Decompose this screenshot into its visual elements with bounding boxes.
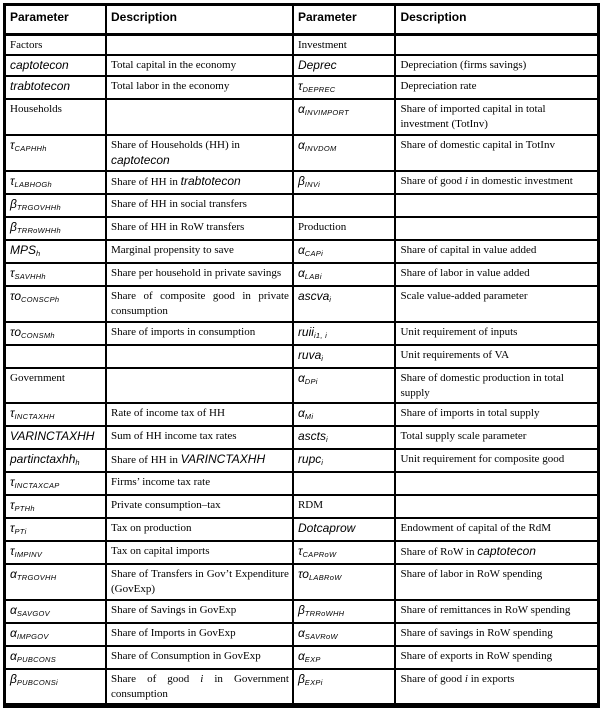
text-segment: Share of remittances in RoW spending [400,604,571,616]
desc-cell [106,76,293,99]
param-subscript: INCTAXHH [14,412,55,421]
table-row [5,518,599,541]
param-subscript: i1, i [313,331,328,340]
text-segment: Share of HH in RoW transfers [111,221,245,233]
desc-cell [395,35,598,56]
text-segment: Share of labor in value added [400,267,530,279]
table-row [5,564,599,600]
greek-symbol: τ [297,544,303,558]
table-row [5,171,599,194]
italic-text: i [464,673,468,685]
greek-symbol: α [297,371,305,385]
desc-cell [395,99,598,135]
greek-symbol: το [10,325,21,339]
param-subscript: EXPi [304,678,323,687]
param-cell [293,600,396,623]
greek-symbol: α [10,567,17,581]
desc-cell [395,286,598,322]
param-cell [293,171,396,194]
table-row [5,217,599,240]
param-cell [5,263,107,286]
desc-cell [106,345,293,368]
desc-cell [395,541,598,564]
text-segment: Investment [297,39,347,51]
text-segment: Share of imports in consumption [111,326,256,338]
param-cell [293,623,396,646]
param-cell [5,76,107,99]
param-cell [5,564,107,600]
desc-cell [395,171,598,194]
parameters-table [3,3,600,708]
param-subscript: INVIMPORT [304,108,350,117]
desc-cell [106,426,293,449]
table-row [5,194,599,217]
param-name: ascva [297,289,330,303]
greek-symbol: β [10,197,17,211]
text-segment: Share of Transfers in Gov’t Expenditure (GovExp) [111,568,289,595]
desc-cell [395,426,598,449]
param-cell [293,541,396,564]
param-cell [293,35,396,56]
desc-cell [106,171,293,194]
param-cell [5,495,107,518]
param-cell [293,368,396,403]
param-cell [293,194,396,217]
text-segment: in domestic investment [467,175,573,187]
table-row [5,669,599,706]
desc-cell [395,76,598,99]
param-name: ruii [297,325,314,339]
table-row [5,35,599,56]
text-segment: Tax on production [111,522,192,534]
param-cell [293,135,396,171]
text-segment: Share of capital in value added [400,244,537,256]
text-segment: Government [10,372,65,384]
table-row [5,55,599,76]
desc-cell [106,472,293,495]
param-name: MPS [10,243,37,257]
header-description-left: Description [106,5,293,35]
param-cell [5,171,107,194]
param-subscript: PUBCONSi [16,678,59,687]
text-segment: Share per household in private savings [111,267,282,279]
param-subscript: DPi [304,377,318,386]
greek-symbol: β [297,672,305,686]
text-segment: Rate of income tax of HH [111,407,225,419]
desc-cell [106,35,293,56]
param-name: rupc [297,452,322,466]
param-subscript: SAVRoW [304,632,338,641]
greek-symbol: α [297,626,305,640]
greek-symbol: τ [10,475,15,489]
desc-cell [106,449,293,472]
greek-symbol: β [297,174,305,188]
desc-cell [106,240,293,263]
param-cell [5,426,107,449]
greek-symbol: α [10,649,17,663]
text-segment: Share of HH in [111,176,181,188]
text-segment: Share of good [400,673,465,685]
table-row [5,600,599,623]
desc-cell [106,99,293,135]
table-row [5,426,599,449]
table-row [5,286,599,322]
param-cell [293,76,396,99]
text-segment: Share of good [400,175,465,187]
table-row [5,345,599,368]
param-cell [5,217,107,240]
table-row [5,263,599,286]
text-segment: Tax on capital imports [111,545,210,557]
table-body [5,35,599,706]
param-subscript: CAPRoW [302,550,337,559]
greek-symbol: τ [10,406,15,420]
greek-symbol: β [10,672,17,686]
param-subscript: EXP [304,655,321,664]
param-cell [5,646,107,669]
desc-cell [395,194,598,217]
desc-cell [395,217,598,240]
param-name: Deprec [297,58,337,72]
desc-cell [395,472,598,495]
table-row [5,472,599,495]
param-name: captotecon [111,153,170,167]
text-segment: Share of HH in [111,454,181,466]
param-subscript: h [75,458,80,467]
text-segment: RDM [297,499,323,511]
desc-cell [106,646,293,669]
param-subscript: i [329,295,332,304]
greek-symbol: τ [10,521,15,535]
desc-cell [106,135,293,171]
table-row [5,135,599,171]
param-subscript: i [325,435,328,444]
param-cell [293,217,396,240]
desc-cell [395,240,598,263]
table-row [5,240,599,263]
text-segment: Share of Consumption in GovExp [111,650,261,662]
desc-cell [395,623,598,646]
param-cell [293,564,396,600]
text-segment: Share of exports in RoW spending [400,650,553,662]
param-cell [5,518,107,541]
param-cell [5,99,107,135]
desc-cell [395,518,598,541]
text-segment: Unit requirement for composite good [400,453,565,465]
param-cell [5,669,107,706]
text-segment: Factors [10,39,43,51]
text-segment: Share of composite good in private consumption [111,290,289,317]
text-segment: Share of HH in social transfers [111,198,247,210]
text-segment: Total labor in the economy [111,80,230,92]
param-name: partinctaxhh [10,452,76,466]
text-segment: Private consumption–tax [111,499,221,511]
greek-symbol: α [297,406,305,420]
param-cell [5,55,107,76]
text-segment: Share of imported capital in total investment (TotInv) [400,103,546,130]
param-subscript: CONSCPh [21,295,60,304]
param-subscript: Mi [304,412,314,421]
greek-symbol: α [297,243,305,257]
desc-cell [395,55,598,76]
desc-cell [106,322,293,345]
text-segment: in exports [467,673,515,685]
table-header [5,5,599,35]
param-cell [293,99,396,135]
param-subscript: IMPINV [14,550,43,559]
param-cell [5,135,107,171]
desc-cell [106,217,293,240]
desc-cell [106,194,293,217]
param-subscript: IMPGOV [16,632,49,641]
text-segment: Share of Households (HH) in [111,139,240,151]
table-row [5,368,599,403]
param-subscript: TRRoWHH [304,609,345,618]
greek-symbol: το [10,289,21,303]
table-row [5,646,599,669]
desc-cell [395,263,598,286]
param-subscript: PTi [14,527,27,536]
param-subscript: PUBCONS [16,655,57,664]
greek-symbol: β [297,603,305,617]
param-subscript: i [321,354,324,363]
param-subscript: INCTAXCAP [14,481,60,490]
italic-text: i [200,673,204,685]
param-cell [5,286,107,322]
text-segment: Unit requirement of inputs [400,326,518,338]
param-subscript: LABHOGh [14,180,53,189]
table-row [5,322,599,345]
desc-cell [395,600,598,623]
param-subscript: i [321,458,324,467]
text-segment: Total capital in the economy [111,59,237,71]
desc-cell [395,368,598,403]
param-name: Dotcaprow [297,521,356,535]
text-segment: Share of domestic capital in TotInv [400,139,555,151]
text-segment: Share of imports in total supply [400,407,540,419]
param-name: VARINCTAXHH [180,452,266,466]
text-segment: Share of domestic production in total supply [400,372,564,399]
param-subscript: INVi [304,180,321,189]
greek-symbol: το [297,567,309,581]
param-cell [293,426,396,449]
text-segment: in Government consumption [111,673,289,700]
text-segment: Share of labor in RoW spending [400,568,543,580]
greek-symbol: α [297,138,305,152]
desc-cell [395,135,598,171]
greek-symbol: α [10,603,17,617]
desc-cell [395,449,598,472]
param-subscript: SAVGOV [16,609,50,618]
table-row [5,541,599,564]
desc-cell [106,263,293,286]
param-subscript: LABRoW [308,573,342,582]
desc-cell [106,403,293,426]
header-row [5,5,599,35]
greek-symbol: τ [297,79,303,93]
greek-symbol: τ [10,498,15,512]
text-segment: Unit requirements of VA [400,349,510,361]
greek-symbol: τ [10,544,15,558]
param-cell [293,495,396,518]
param-cell [5,322,107,345]
param-name: ascts [297,429,326,443]
param-cell [293,286,396,322]
param-subscript: CONSMh [21,331,55,340]
desc-cell [106,541,293,564]
desc-cell [106,55,293,76]
param-subscript: LABi [304,272,322,281]
param-cell [5,541,107,564]
text-segment: Households [10,103,62,115]
text-segment: Share of Imports in GovExp [111,627,236,639]
table-row [5,99,599,135]
param-name: trabtotecon [10,79,71,93]
desc-cell [106,669,293,706]
text-segment: Endowment of capital of the RdM [400,522,552,534]
desc-cell [106,286,293,322]
desc-cell [395,646,598,669]
desc-cell [106,495,293,518]
text-segment: Scale value-added parameter [400,290,528,302]
param-cell [5,623,107,646]
text-segment: Production [297,221,347,233]
desc-cell [106,518,293,541]
text-segment: Marginal propensity to save [111,244,234,256]
table-row [5,403,599,426]
param-cell [5,403,107,426]
table-row [5,449,599,472]
param-cell [5,472,107,495]
desc-cell [395,495,598,518]
text-segment: Share of RoW in [400,546,478,558]
italic-text: i [464,175,468,187]
greek-symbol: α [297,102,305,116]
param-subscript: CAPi [304,249,324,258]
param-cell [293,403,396,426]
param-name: VARINCTAXHH [10,429,95,443]
param-cell [293,518,396,541]
param-cell [293,669,396,706]
param-cell [5,449,107,472]
param-cell [293,263,396,286]
text-segment: Firms’ income tax rate [111,476,211,488]
desc-cell [106,368,293,403]
param-name: ruva [297,348,322,362]
desc-cell [395,564,598,600]
table-row [5,623,599,646]
greek-symbol: β [10,220,17,234]
desc-cell [395,322,598,345]
param-subscript: TRRoWHHh [16,226,61,235]
desc-cell [106,623,293,646]
param-cell [5,345,107,368]
header-parameter-left: Parameter [5,5,107,35]
header-description-right: Description [395,5,598,35]
param-name: captotecon [477,544,536,558]
param-subscript: TRGOVHH [16,573,57,582]
header-parameter-right: Parameter [293,5,396,35]
param-subscript: h [36,249,41,258]
param-subscript: PTHh [14,504,35,513]
desc-cell [106,600,293,623]
greek-symbol: α [10,626,17,640]
text-segment: Sum of HH income tax rates [111,430,237,442]
greek-symbol: τ [10,266,15,280]
param-subscript: INVDOM [304,144,337,153]
param-subscript: DEPREC [302,85,336,94]
desc-cell [106,564,293,600]
table-row [5,495,599,518]
greek-symbol: τ [10,138,15,152]
param-name: trabtotecon [180,174,241,188]
text-segment: Total supply scale parameter [400,430,527,442]
table-row [5,76,599,99]
param-subscript: SAVHHh [14,272,46,281]
greek-symbol: α [297,266,305,280]
param-cell [5,194,107,217]
text-segment: Share of Savings in GovExp [111,604,237,616]
greek-symbol: α [297,649,305,663]
text-segment: Depreciation rate [400,80,477,92]
desc-cell [395,345,598,368]
param-cell [293,472,396,495]
param-cell [5,368,107,403]
text-segment: Share of savings in RoW spending [400,627,553,639]
desc-cell [395,669,598,706]
param-cell [293,322,396,345]
param-cell [5,240,107,263]
param-subscript: CAPHHh [14,144,47,153]
param-cell [293,55,396,76]
param-cell [5,35,107,56]
text-segment: Share of good [111,673,201,685]
param-cell [293,449,396,472]
param-cell [5,600,107,623]
greek-symbol: τ [10,174,15,188]
desc-cell [395,403,598,426]
param-name: captotecon [10,58,69,72]
param-cell [293,646,396,669]
text-segment: Depreciation (firms savings) [400,59,527,71]
param-cell [293,345,396,368]
param-subscript: TRGOVHHh [16,203,61,212]
param-cell [293,240,396,263]
